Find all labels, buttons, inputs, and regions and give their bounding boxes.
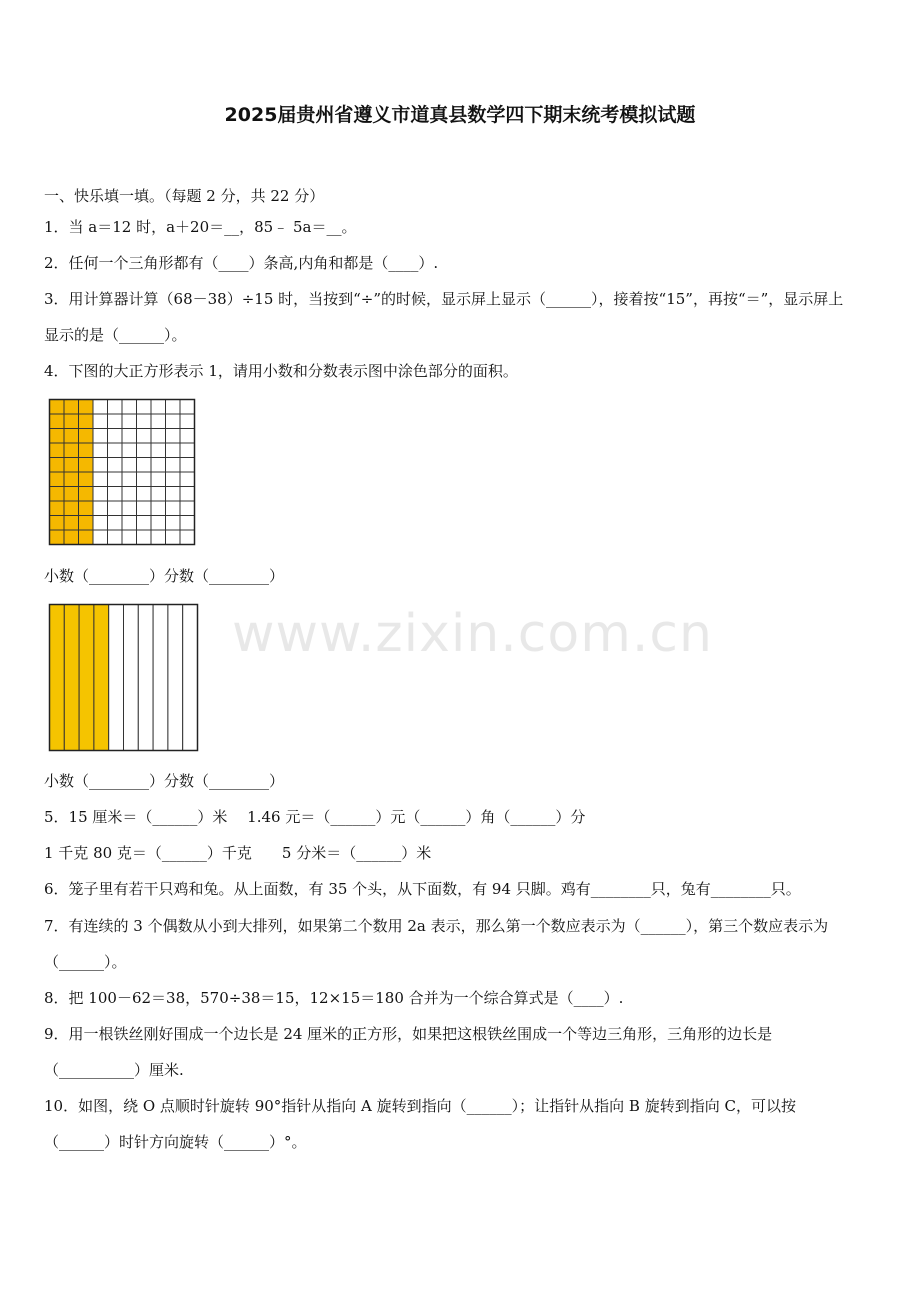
question-6: 6．笼子里有若干只鸡和兔。从上面数，有 35 个头，从下面数，有 94 只脚。鸡有________只，兔有________只。 [44,880,801,898]
grid-cell [151,443,166,458]
grid-cell [122,472,137,487]
grid-cell [93,530,108,545]
section-heading: 一、快乐填一填。（每题 2 分，共 22 分） [44,187,325,205]
grid-cell [151,516,166,531]
grid-cell-shaded [79,400,94,415]
grid-cell [137,400,152,415]
grid-cell-shaded [50,501,65,516]
grid-cell-shaded [64,516,79,531]
grid-cell [180,516,195,531]
grid-cell [151,458,166,473]
question-3-line-1: 3．用计算器计算（68－38）÷15 时，当按到“÷”的时候，显示屏上显示（______），接着按“15”，再按“＝”，显示屏上 [44,290,844,308]
figure-1-caption: 小数（________）分数（________） [44,567,285,585]
grid-cell [166,516,181,531]
question-5-line-2: 1 千克 80 克＝（______）千克 5 分米＝（______）米 [44,844,432,862]
question-4: 4．下图的大正方形表示 1，请用小数和分数表示图中涂色部分的面积。 [44,362,518,380]
grid-cell [122,400,137,415]
grid-cell [122,501,137,516]
strip-figure-tenths [48,603,200,753]
grid-cell [93,429,108,444]
grid-cell [137,458,152,473]
grid-cell [122,414,137,429]
grid-cell-shaded [50,443,65,458]
grid-cell [122,429,137,444]
question-1: 1．当 a＝12 时，a＋20＝__，85﹣ 5a＝__。 [44,218,357,236]
grid-cell [151,472,166,487]
grid-cell-shaded [64,458,79,473]
grid-cell [137,472,152,487]
grid-cell-shaded [64,472,79,487]
grid-cell [108,443,123,458]
grid-cell-shaded [50,458,65,473]
grid-cell [108,487,123,502]
grid-cell [166,429,181,444]
strip-shaded [79,605,94,751]
strip [183,605,198,751]
grid-cell [108,414,123,429]
grid-cell-shaded [79,414,94,429]
grid-cell [180,530,195,545]
strip-shaded [94,605,109,751]
grid-cell [166,501,181,516]
grid-cell [93,472,108,487]
grid-cell [151,501,166,516]
grid-cell [93,487,108,502]
strip [124,605,139,751]
grid-cell [180,501,195,516]
strip-shaded [50,605,65,751]
question-3-line-2: 显示的是（______）。 [44,326,187,344]
grid-cell [180,414,195,429]
grid-cell [180,400,195,415]
grid-cell [137,530,152,545]
grid-cell [137,429,152,444]
grid-cell [180,487,195,502]
grid-cell [166,443,181,458]
watermark: www.zixin.com.cn [232,604,713,664]
grid-cell [151,429,166,444]
grid-cell [122,458,137,473]
grid-cell-shaded [64,501,79,516]
grid-cell [108,516,123,531]
question-10-line-2: （______）时针方向旋转（______）°。 [44,1133,307,1151]
grid-cell [108,472,123,487]
grid-cell-shaded [64,414,79,429]
grid-cell [151,400,166,415]
grid-cell [93,414,108,429]
grid-cell-shaded [79,458,94,473]
grid-cell-shaded [50,400,65,415]
grid-cell [108,400,123,415]
grid-cell [108,458,123,473]
grid-cell [151,414,166,429]
grid-cell [151,487,166,502]
grid-cell-shaded [50,429,65,444]
question-2: 2．任何一个三角形都有（____）条高,内角和都是（____）. [44,254,439,272]
grid-cell [93,516,108,531]
grid-cell [166,458,181,473]
grid-cell-shaded [50,516,65,531]
grid-cell-shaded [50,472,65,487]
grid-cell [93,443,108,458]
grid-cell [166,414,181,429]
grid-cell-shaded [79,530,94,545]
grid-cell-shaded [50,414,65,429]
strip-shaded [64,605,79,751]
question-5-line-1: 5．15 厘米＝（______）米 1.46 元＝（______）元（______）角（______）分 [44,808,586,826]
strip [138,605,153,751]
grid-cell [108,501,123,516]
grid-cell [180,443,195,458]
grid-cell [151,530,166,545]
grid-cell [93,458,108,473]
question-10-line-1: 10．如图，绕 O 点顺时针旋转 90°指针从指向 A 旋转到指向（______）；让指针从指向 B 旋转到指向 C，可以按 [44,1097,796,1115]
grid-cell [137,516,152,531]
question-7-line-2: （______）。 [44,953,127,971]
grid-cell-shaded [64,429,79,444]
grid-cell [108,530,123,545]
strip [168,605,183,751]
strip [109,605,124,751]
grid-cell [93,400,108,415]
grid-cell [180,472,195,487]
grid-cell-shaded [79,516,94,531]
grid-cell-shaded [79,472,94,487]
question-9-line-2: （__________）厘米. [44,1061,184,1079]
grid-cell-shaded [64,400,79,415]
grid-cell [137,414,152,429]
grid-cell [180,458,195,473]
grid-cell [137,443,152,458]
grid-cell [166,487,181,502]
grid-cell-shaded [50,530,65,545]
grid-cell-shaded [64,530,79,545]
question-7-line-1: 7．有连续的 3 个偶数从小到大排列，如果第二个数用 2a 表示，那么第一个数应表示为（______），第三个数应表示为 [44,917,829,935]
question-8: 8．把 100－62＝38，570÷38＝15，12×15＝180 合并为一个综合算式是（____）. [44,989,624,1007]
grid-cell-shaded [79,429,94,444]
grid-cell [137,501,152,516]
grid-cell [166,400,181,415]
grid-figure-hundredths [48,398,196,546]
grid-cell-shaded [64,487,79,502]
grid-cell-shaded [79,487,94,502]
figure-2-caption: 小数（________）分数（________） [44,772,285,790]
grid-cell [122,487,137,502]
grid-cell-shaded [79,501,94,516]
grid-cell [108,429,123,444]
grid-cell [122,530,137,545]
page-title: 2025届贵州省遵义市道真县数学四下期末统考模拟试题 [224,104,696,126]
grid-cell [93,501,108,516]
grid-cell-shaded [79,443,94,458]
question-9-line-1: 9．用一根铁丝刚好围成一个边长是 24 厘米的正方形，如果把这根铁丝围成一个等边三角形，三角形的边长是 [44,1025,773,1043]
grid-cell [166,472,181,487]
grid-cell [137,487,152,502]
grid-cell [122,516,137,531]
grid-cell-shaded [64,443,79,458]
grid-cell-shaded [50,487,65,502]
grid-cell [166,530,181,545]
strip [153,605,168,751]
grid-cell [180,429,195,444]
grid-cell [122,443,137,458]
